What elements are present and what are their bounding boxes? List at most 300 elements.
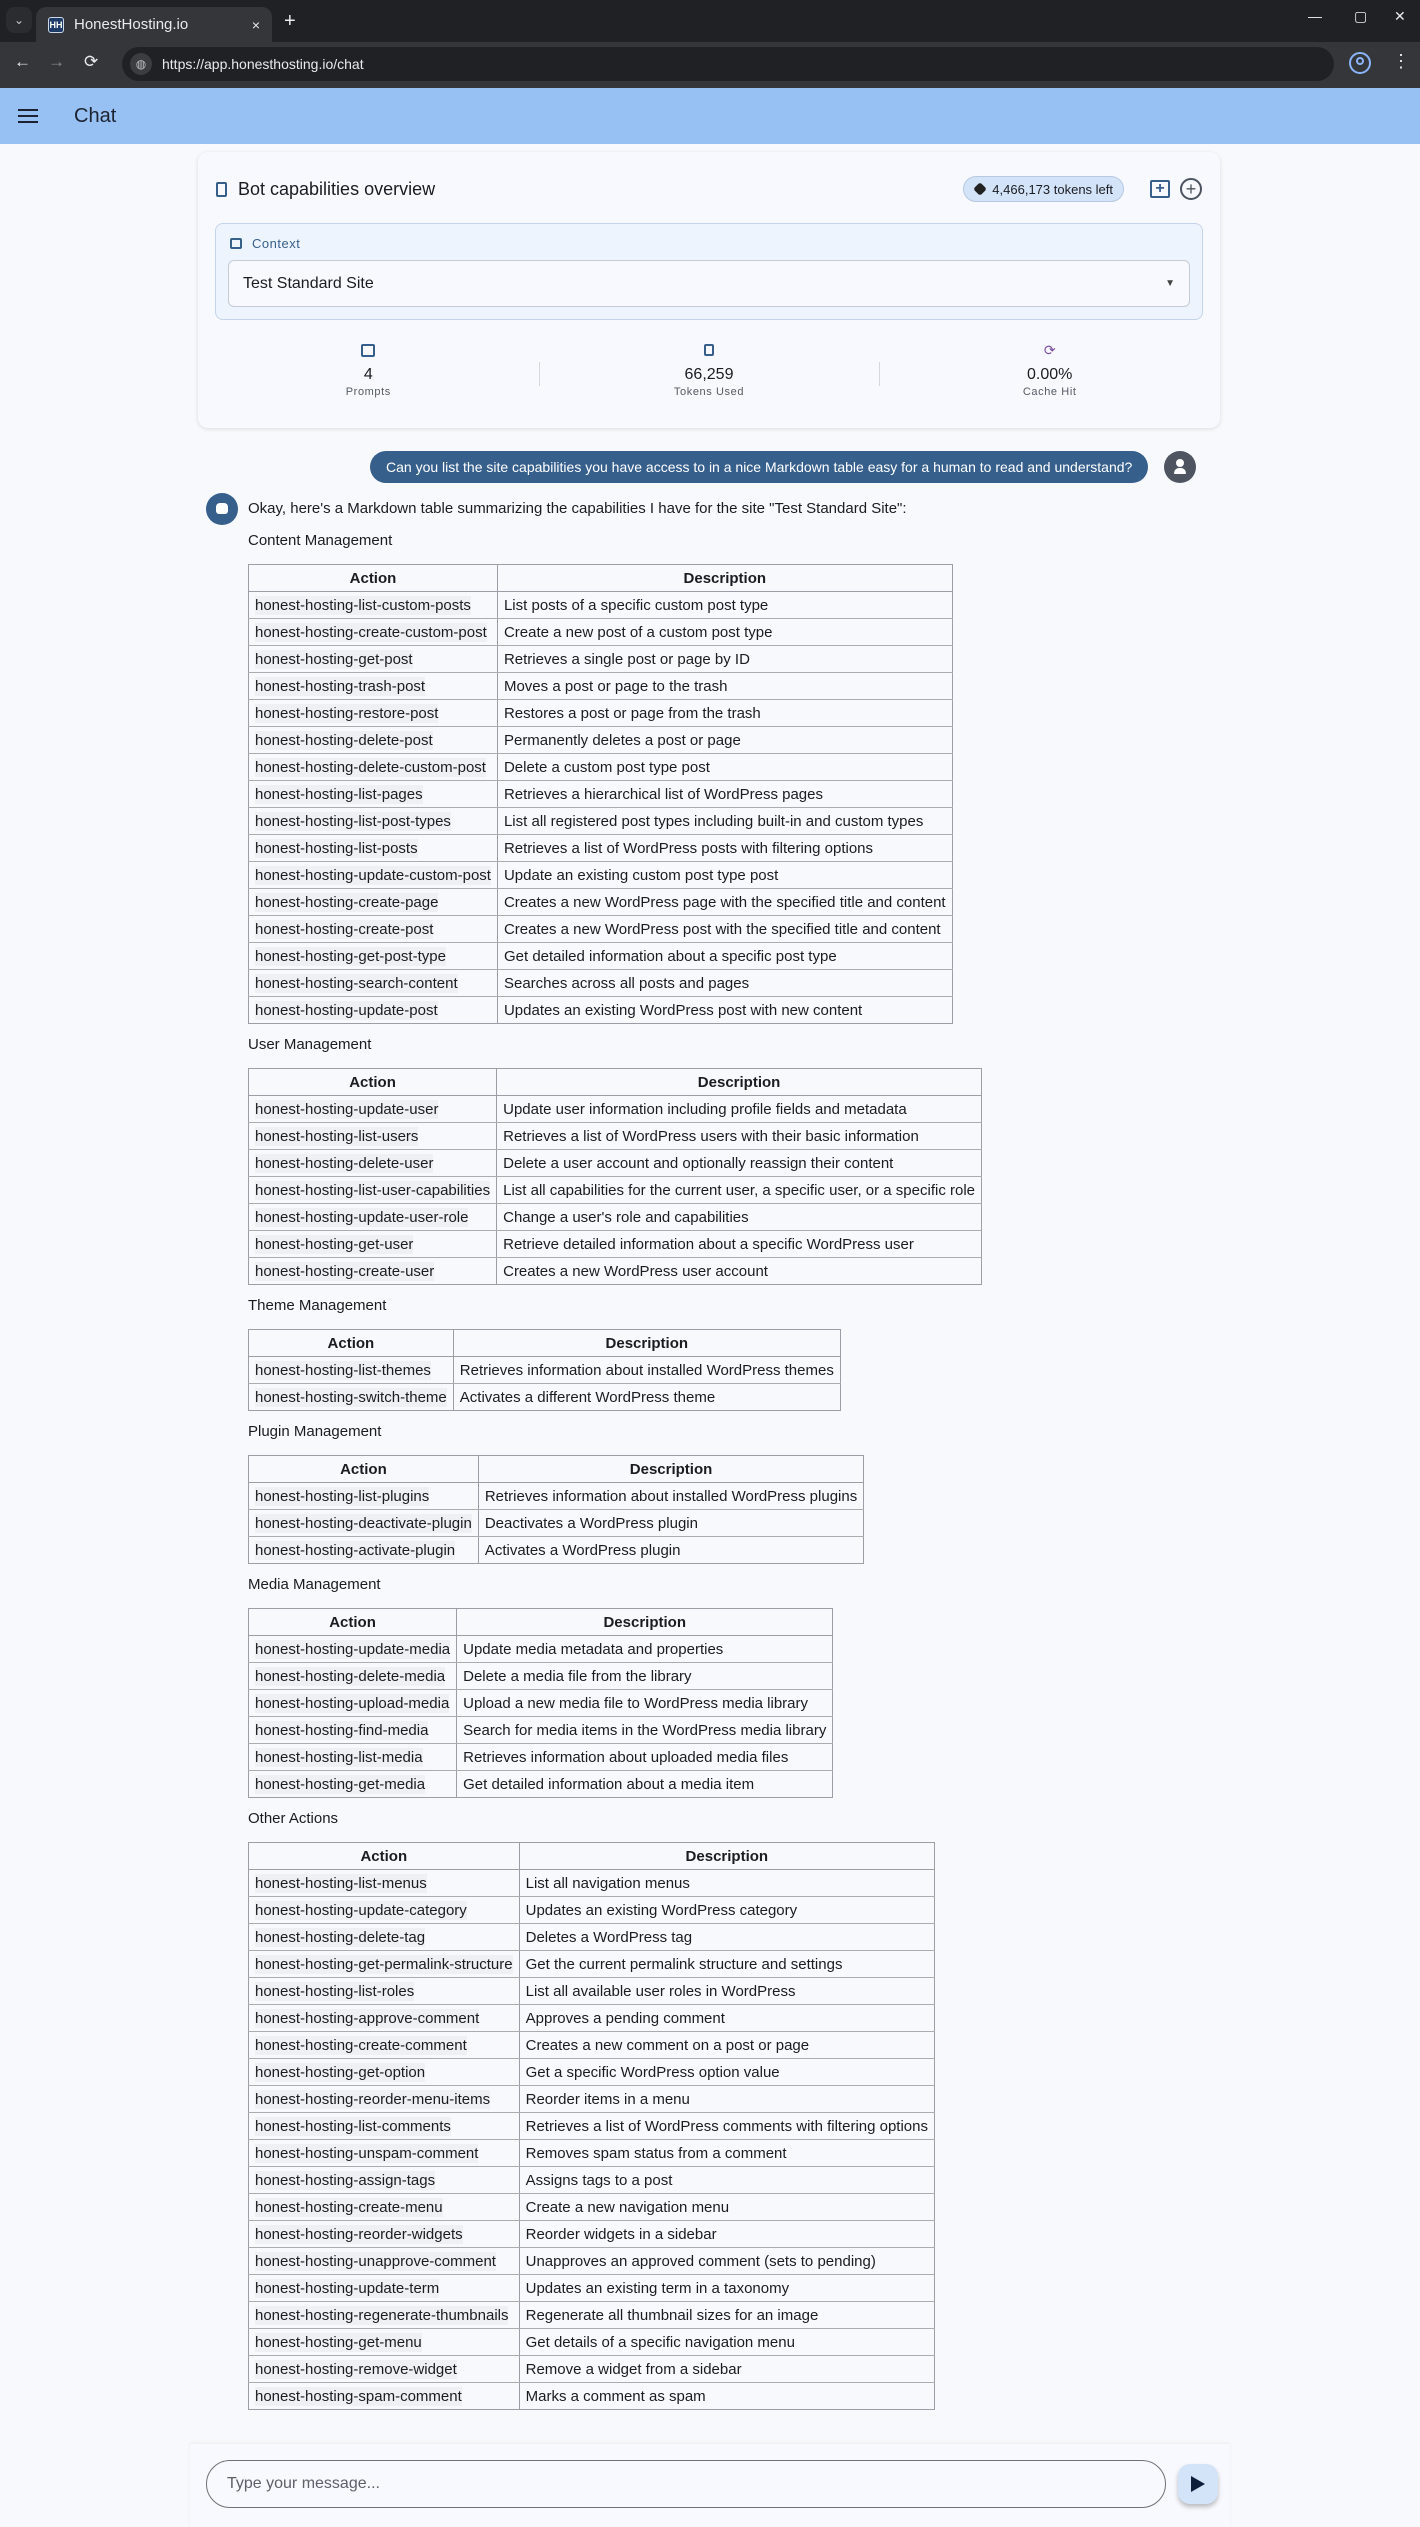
table-row [249, 1978, 935, 2005]
action-name: honest-hosting-activate-plugin [255, 1541, 456, 1559]
action-cell [249, 1177, 497, 1204]
context-label-text: Context [252, 236, 301, 251]
action-name: honest-hosting-remove-widget [255, 2360, 457, 2378]
action-cell [249, 1510, 479, 1537]
table-row [249, 1717, 833, 1744]
capabilities-table [248, 1068, 982, 1285]
table-header-row [249, 565, 953, 592]
table-row [249, 1123, 982, 1150]
stat-label: Tokens Used [673, 386, 745, 398]
context-panel [215, 223, 1203, 320]
table-row [249, 1258, 982, 1285]
tab-title: HonestHosting.io [74, 16, 189, 33]
action-name: honest-hosting-list-custom-posts [255, 596, 471, 614]
action-name: honest-hosting-reorder-menu-items [255, 2090, 491, 2108]
tokens-left-badge [963, 176, 1124, 202]
action-name: honest-hosting-update-user [255, 1100, 439, 1118]
table-row [249, 2113, 935, 2140]
action-name: honest-hosting-create-menu [255, 2198, 443, 2216]
action-name: honest-hosting-get-user [255, 1235, 414, 1253]
message-input[interactable] [206, 2460, 1166, 2508]
description-cell: Creates a new WordPress page with the specified title and content [497, 889, 952, 916]
table-row [249, 1870, 935, 1897]
description-cell: Update an existing custom post type post [497, 862, 952, 889]
column-header-action: Action [249, 565, 498, 592]
profile-icon[interactable] [1349, 52, 1371, 74]
action-name: honest-hosting-get-permalink-structure [255, 1955, 513, 1973]
action-cell [249, 2329, 520, 2356]
action-cell [249, 2275, 520, 2302]
action-name: honest-hosting-update-category [255, 1901, 467, 1919]
action-name: honest-hosting-list-users [255, 1127, 419, 1145]
action-name: honest-hosting-update-post [255, 1001, 438, 1019]
description-cell: Retrieves information about uploaded media files [457, 1744, 833, 1771]
description-cell: Creates a new WordPress user account [497, 1258, 982, 1285]
table-header-row [249, 1843, 935, 1870]
app-title: Chat [74, 104, 117, 127]
description-cell: Upload a new media file to WordPress media library [457, 1690, 833, 1717]
action-name: honest-hosting-list-plugins [255, 1487, 430, 1505]
table-row [249, 808, 953, 835]
action-name: honest-hosting-get-media [255, 1775, 426, 1793]
description-cell: Get detailed information about a media item [457, 1771, 833, 1798]
action-cell [249, 2140, 520, 2167]
bot-avatar-icon [206, 493, 238, 525]
table-header-row [249, 1609, 833, 1636]
column-header-action: Action [249, 1456, 479, 1483]
conversation-card [198, 152, 1220, 428]
back-icon[interactable]: ← [14, 52, 31, 71]
action-cell [249, 2356, 520, 2383]
description-cell: Restores a post or page from the trash [497, 700, 952, 727]
action-cell [249, 2194, 520, 2221]
description-cell: Activates a WordPress plugin [478, 1537, 863, 1564]
user-message-row [370, 451, 1196, 483]
action-cell [249, 2032, 520, 2059]
description-cell: Reorder widgets in a sidebar [519, 2221, 934, 2248]
tab-strip [0, 0, 1420, 42]
table-row [249, 997, 953, 1024]
description-cell: Deletes a WordPress tag [519, 1924, 934, 1951]
action-name: honest-hosting-create-user [255, 1262, 435, 1280]
action-cell [249, 646, 498, 673]
action-cell [249, 1537, 479, 1564]
capabilities-table [248, 564, 953, 1024]
chat-bubble-icon [361, 344, 375, 357]
action-name: honest-hosting-update-user-role [255, 1208, 469, 1226]
description-cell: Retrieves a list of WordPress comments with filtering options [519, 2113, 934, 2140]
action-name: honest-hosting-search-content [255, 974, 458, 992]
action-cell [249, 2167, 520, 2194]
action-name: honest-hosting-list-post-types [255, 812, 451, 830]
description-cell: List all registered post types including built-in and custom types [497, 808, 952, 835]
action-cell [249, 1384, 454, 1411]
description-cell: Removes spam status from a comment [519, 2140, 934, 2167]
column-header-action: Action [249, 1330, 454, 1357]
description-cell: Create a new post of a custom post type [497, 619, 952, 646]
action-name: honest-hosting-deactivate-plugin [255, 1514, 472, 1532]
table-header-row [249, 1456, 864, 1483]
action-name: honest-hosting-restore-post [255, 704, 439, 722]
action-cell [249, 943, 498, 970]
action-cell [249, 1636, 457, 1663]
action-cell [249, 673, 498, 700]
shield-favicon-icon: HH [48, 17, 64, 33]
action-name: honest-hosting-find-media [255, 1721, 429, 1739]
description-cell: Get detailed information about a specific post type [497, 943, 952, 970]
action-cell [249, 619, 498, 646]
table-row [249, 862, 953, 889]
capabilities-table [248, 1608, 833, 1798]
action-name: honest-hosting-get-post-type [255, 947, 446, 965]
table-row [249, 619, 953, 646]
stat-cache-hit [879, 340, 1220, 410]
action-cell [249, 1717, 457, 1744]
card-header [216, 174, 1202, 204]
action-cell [249, 1357, 454, 1384]
capabilities-table [248, 1842, 935, 2410]
column-header-action: Action [249, 1609, 457, 1636]
description-cell: Retrieves a single post or page by ID [497, 646, 952, 673]
action-cell [249, 1150, 497, 1177]
stat-value: 4 [363, 366, 373, 383]
description-cell: Retrieves a list of WordPress users with their basic information [497, 1123, 982, 1150]
description-cell: Assigns tags to a post [519, 2167, 934, 2194]
action-cell [249, 916, 498, 943]
stats-row [198, 340, 1220, 410]
action-name: honest-hosting-get-post [255, 650, 413, 668]
action-cell [249, 2005, 520, 2032]
bot-message [248, 498, 1148, 2410]
new-tab-button[interactable]: + [284, 10, 296, 32]
action-name: honest-hosting-list-pages [255, 785, 423, 803]
table-row [249, 2032, 935, 2059]
table-row [249, 835, 953, 862]
action-cell [249, 889, 498, 916]
action-name: honest-hosting-trash-post [255, 677, 426, 695]
description-cell: Update user information including profile fields and metadata [497, 1096, 982, 1123]
column-header-action: Action [249, 1069, 497, 1096]
action-name: honest-hosting-create-comment [255, 2036, 467, 2054]
section-heading: Plugin Management [248, 1423, 382, 1440]
add-circle-icon[interactable]: + [1180, 178, 1202, 200]
reload-icon[interactable]: ⟳ [84, 52, 99, 71]
action-name: honest-hosting-list-roles [255, 1982, 415, 2000]
description-cell: Delete a user account and optionally reassign their content [497, 1150, 982, 1177]
description-cell: Retrieves information about installed WordPress plugins [478, 1483, 863, 1510]
action-name: honest-hosting-approve-comment [255, 2009, 480, 2027]
table-row [249, 1951, 935, 1978]
chip-icon [704, 344, 714, 356]
action-name: honest-hosting-spam-comment [255, 2387, 462, 2405]
table-row [249, 2356, 935, 2383]
action-cell [249, 1663, 457, 1690]
table-row [249, 700, 953, 727]
table-header-row [249, 1330, 841, 1357]
action-name: honest-hosting-upload-media [255, 1694, 450, 1712]
capabilities-table [248, 1329, 841, 1411]
bot-intro-text: Okay, here's a Markdown table summarizing the capabilities I have for the site "Test Standard Site": [248, 500, 907, 517]
action-name: honest-hosting-list-posts [255, 839, 418, 857]
browser-toolbar [0, 42, 1420, 88]
action-name: honest-hosting-list-menus [255, 1874, 427, 1892]
action-cell [249, 1096, 497, 1123]
action-cell [249, 2248, 520, 2275]
table-row [249, 781, 953, 808]
token-icon [974, 182, 988, 196]
action-cell [249, 1123, 497, 1150]
app-bar [0, 88, 1420, 144]
description-cell: Marks a comment as spam [519, 2383, 934, 2410]
column-header-description: Description [457, 1609, 833, 1636]
table-row [249, 646, 953, 673]
table-row [249, 727, 953, 754]
table-row [249, 1150, 982, 1177]
hamburger-menu-icon[interactable] [18, 109, 38, 123]
action-cell [249, 997, 498, 1024]
description-cell: Get the current permalink structure and settings [519, 1951, 934, 1978]
table-header-row [249, 1069, 982, 1096]
description-cell: Unapproves an approved comment (sets to pending) [519, 2248, 934, 2275]
action-name: honest-hosting-update-custom-post [255, 866, 491, 884]
action-cell [249, 1204, 497, 1231]
action-name: honest-hosting-switch-theme [255, 1388, 447, 1406]
action-cell [249, 1258, 497, 1285]
action-cell [249, 835, 498, 862]
description-cell: Remove a widget from a sidebar [519, 2356, 934, 2383]
section-heading: Content Management [248, 532, 393, 549]
action-name: honest-hosting-create-page [255, 893, 439, 911]
action-name: honest-hosting-delete-post [255, 731, 433, 749]
description-cell: Create a new navigation menu [519, 2194, 934, 2221]
stat-label: Cache Hit [1022, 386, 1077, 398]
action-cell [249, 592, 498, 619]
table-row [249, 1924, 935, 1951]
maximize-icon[interactable]: ▢ [1354, 8, 1368, 24]
action-name: honest-hosting-regenerate-thumbnails [255, 2306, 509, 2324]
table-row [249, 1897, 935, 1924]
table-row [249, 754, 953, 781]
forward-icon[interactable]: → [48, 52, 65, 71]
description-cell: Creates a new WordPress post with the specified title and content [497, 916, 952, 943]
description-cell: Updates an existing WordPress post with new content [497, 997, 952, 1024]
description-cell: Updates an existing WordPress category [519, 1897, 934, 1924]
action-cell [249, 1231, 497, 1258]
user-avatar-icon [1164, 451, 1196, 483]
capabilities-table [248, 1455, 864, 1564]
minimize-icon[interactable]: — [1308, 8, 1322, 24]
table-row [249, 2167, 935, 2194]
action-cell [249, 700, 498, 727]
description-cell: Approves a pending comment [519, 2005, 934, 2032]
table-row [249, 673, 953, 700]
stat-tokens-used [539, 340, 880, 410]
section-heading: Media Management [248, 1576, 381, 1593]
section-heading: Theme Management [248, 1297, 387, 1314]
tokens-left-text: 4,466,173 tokens left [992, 181, 1113, 197]
table-row [249, 1384, 841, 1411]
column-header-description: Description [478, 1456, 863, 1483]
document-icon [216, 182, 227, 197]
action-cell [249, 2113, 520, 2140]
section-heading: Other Actions [248, 1810, 339, 1827]
stat-label: Prompts [345, 386, 391, 398]
description-cell: Retrieves a hierarchical list of WordPress pages [497, 781, 952, 808]
send-icon [1191, 2476, 1205, 2492]
table-row [249, 916, 953, 943]
action-name: honest-hosting-delete-user [255, 1154, 434, 1172]
action-cell [249, 1690, 457, 1717]
description-cell: Activates a different WordPress theme [453, 1384, 840, 1411]
description-cell: Deactivates a WordPress plugin [478, 1510, 863, 1537]
table-row [249, 2194, 935, 2221]
browser-menu-icon[interactable]: ⋮ [1392, 51, 1410, 71]
description-cell: Delete a custom post type post [497, 754, 952, 781]
stat-value: 66,259 [684, 366, 734, 383]
action-name: honest-hosting-list-media [255, 1748, 423, 1766]
context-label [230, 236, 300, 251]
description-cell: Change a user's role and capabilities [497, 1204, 982, 1231]
action-cell [249, 781, 498, 808]
action-name: honest-hosting-list-user-capabilities [255, 1181, 491, 1199]
table-row [249, 592, 953, 619]
action-name: honest-hosting-delete-custom-post [255, 758, 486, 776]
description-cell: Update media metadata and properties [457, 1636, 833, 1663]
action-name: honest-hosting-unapprove-comment [255, 2252, 496, 2270]
browser-tab[interactable] [36, 7, 272, 42]
description-cell: Permanently deletes a post or page [497, 727, 952, 754]
action-name: honest-hosting-delete-tag [255, 1928, 426, 1946]
action-cell [249, 2383, 520, 2410]
context-select[interactable] [228, 260, 1190, 307]
description-cell: List posts of a specific custom post type [497, 592, 952, 619]
table-row [249, 1771, 833, 1798]
user-message: Can you list the site capabilities you have access to in a nice Markdown table easy for a human to read and understand? [370, 451, 1148, 483]
description-cell: Searches across all posts and pages [497, 970, 952, 997]
description-cell: Delete a media file from the library [457, 1663, 833, 1690]
table-row [249, 2140, 935, 2167]
site-info-icon[interactable]: ◍ [130, 53, 152, 75]
action-name: honest-hosting-reorder-widgets [255, 2225, 463, 2243]
close-tab-icon[interactable]: × [251, 16, 260, 33]
sync-icon: ⟳ [1043, 341, 1056, 358]
action-cell [249, 1744, 457, 1771]
table-row [249, 1357, 841, 1384]
new-chat-icon[interactable]: + [1150, 180, 1170, 198]
table-row [249, 2383, 935, 2410]
table-row [249, 2248, 935, 2275]
table-row [249, 1177, 982, 1204]
table-row [249, 2302, 935, 2329]
action-cell [249, 2059, 520, 2086]
table-row [249, 2275, 935, 2302]
action-cell [249, 1951, 520, 1978]
action-cell [249, 1771, 457, 1798]
table-row [249, 2059, 935, 2086]
description-cell: Get a specific WordPress option value [519, 2059, 934, 2086]
column-header-description: Description [497, 565, 952, 592]
chat-app [0, 88, 1420, 2527]
address-bar[interactable] [122, 47, 1334, 81]
action-cell [249, 727, 498, 754]
column-header-description: Description [519, 1843, 934, 1870]
action-name: honest-hosting-create-post [255, 920, 434, 938]
column-header-description: Description [497, 1069, 982, 1096]
message-composer [190, 2444, 1230, 2527]
table-row [249, 2086, 935, 2113]
send-button[interactable] [1178, 2464, 1218, 2504]
table-row [249, 2005, 935, 2032]
table-row [249, 1231, 982, 1258]
description-cell: Regenerate all thumbnail sizes for an image [519, 2302, 934, 2329]
close-window-icon[interactable]: ✕ [1394, 8, 1406, 24]
action-name: honest-hosting-list-themes [255, 1361, 431, 1379]
table-row [249, 1510, 864, 1537]
action-cell [249, 1483, 479, 1510]
action-name: honest-hosting-update-term [255, 2279, 440, 2297]
description-cell: Creates a new comment on a post or page [519, 2032, 934, 2059]
table-row [249, 1096, 982, 1123]
action-cell [249, 754, 498, 781]
dropdown-caret-icon[interactable]: ▼ [1165, 278, 1175, 289]
action-cell [249, 1870, 520, 1897]
action-cell [249, 2086, 520, 2113]
table-row [249, 1483, 864, 1510]
action-cell [249, 1897, 520, 1924]
description-cell: Get details of a specific navigation menu [519, 2329, 934, 2356]
description-cell: Reorder items in a menu [519, 2086, 934, 2113]
stat-prompts [198, 340, 539, 410]
column-header-action: Action [249, 1843, 520, 1870]
action-name: honest-hosting-get-option [255, 2063, 426, 2081]
table-row [249, 1204, 982, 1231]
description-cell: List all available user roles in WordPress [519, 1978, 934, 2005]
description-cell: Moves a post or page to the trash [497, 673, 952, 700]
table-row [249, 970, 953, 997]
description-cell: List all capabilities for the current user, a specific user, or a specific role [497, 1177, 982, 1204]
table-row [249, 1537, 864, 1564]
description-cell: Search for media items in the WordPress media library [457, 1717, 833, 1744]
description-cell: Updates an existing term in a taxonomy [519, 2275, 934, 2302]
action-name: honest-hosting-assign-tags [255, 2171, 436, 2189]
action-name: honest-hosting-create-custom-post [255, 623, 487, 641]
action-name: honest-hosting-list-comments [255, 2117, 451, 2135]
action-cell [249, 1924, 520, 1951]
table-row [249, 2329, 935, 2356]
action-cell [249, 808, 498, 835]
table-row [249, 943, 953, 970]
table-row [249, 1636, 833, 1663]
action-cell [249, 970, 498, 997]
context-select-value: Test Standard Site [243, 274, 374, 292]
description-cell: Retrieves information about installed WordPress themes [453, 1357, 840, 1384]
tab-search-button[interactable]: ⌄ [6, 7, 32, 33]
url-text[interactable]: https://app.honesthosting.io/chat [162, 56, 364, 72]
conversation-title: Bot capabilities overview [238, 178, 436, 199]
stat-value: 0.00% [1026, 366, 1073, 383]
description-cell: Retrieve detailed information about a specific WordPress user [497, 1231, 982, 1258]
table-row [249, 1744, 833, 1771]
action-name: honest-hosting-get-menu [255, 2333, 422, 2351]
context-icon [230, 238, 242, 249]
column-header-description: Description [453, 1330, 840, 1357]
description-cell: Retrieves a list of WordPress posts with filtering options [497, 835, 952, 862]
description-cell: List all navigation menus [519, 1870, 934, 1897]
action-name: honest-hosting-delete-media [255, 1667, 446, 1685]
action-name: honest-hosting-unspam-comment [255, 2144, 479, 2162]
table-row [249, 2221, 935, 2248]
action-cell [249, 1978, 520, 2005]
